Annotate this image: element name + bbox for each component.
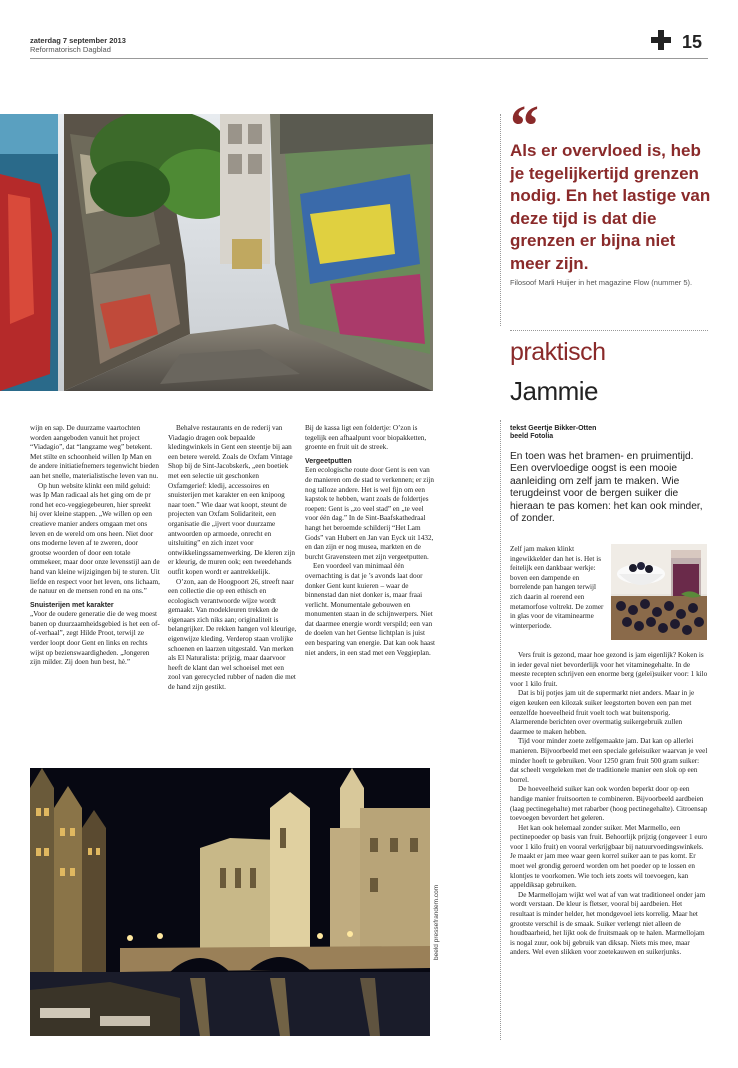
newspaper-name: Reformatorisch Dagblad [30, 45, 111, 54]
paragraph: Behalve restaurants en de rederij van Viadagio dragen ook bepaalde kledingwinkels in Gent een steentje bij aan een betere wereld. Zoals de Oxfam Vintage Shop bij de Sint-Jacobskerk, „een boetiek met een selectie uit geschonken Oxfamgerief: kledij, accessoires en snuisterijen met karakter en een knipoog naar toen.” Wie daar wat koopt, steunt de projecten van Oxfam Solidariteit, een organisatie die „ijvert voor duurzame antwoorden op armoede, onrecht en uitsluiting” en zich inzet voor ontwikkelingssamenwerking. De kleren zijn er kleurig, de muren ook; een tweedehands outfit kopen wordt er aantrekkelijk. [168, 424, 295, 576]
article-headline: Jammie [510, 376, 599, 406]
paragraph: De Marmellojam wijkt wel wat af van wat traditioneel onder jam wordt verstaan. De kleur is fletser, vooral bij aardbeien. Het resultaat is minder helder, het mondgevoel iets korrelig. Maar het grootste verschil is de smaak. Suiker verlengt niet alleen de houdbaarheid, het lijkt ook de fruitsmaak op te halen. Marmellojam is nogal zuur, ook bij gebruik van diksap. Niets mis mee, maar anders. Wel even slikken voor zoetekauwen en suikerjunks. [510, 890, 706, 957]
subheading: Snuisterijen met karakter [30, 601, 114, 609]
paragraph: Dat is bij potjes jam uit de supermarkt niet anders. Maar in je eigen keuken een kilozak suiker leegstorten boven een pan met eenzelfde hoeveelheid fruit voelt toch wat buitensporig. Alarmerende berichten over overmatig suikergebruik zullen daarmee te maken hebben. [510, 689, 695, 736]
subheading: Vergeetputten [305, 457, 352, 465]
paragraph: Bij de kassa ligt een foldertje: O’zon is tegelijk een afhaalpunt voor biopakketten, groente en fruit uit de streek. [305, 424, 427, 452]
article-column-4-intro [510, 545, 606, 650]
paragraph: Zelf jam maken klinkt ingewikkelder dan het is. Het is feitelijk een dankbaar werkje: boven een dampende en borrelende pan hangen terwijl zich daarin al roerend een metamorfose voltrekt. De zomer in glas voor de vitaminearme winterperiode. [510, 545, 604, 630]
photo-credit: beeld pressefrandem.com [433, 884, 440, 960]
article-column-4 [510, 651, 708, 1043]
paragraph: O’zon, aan de Hoogpoort 26, streeft naar een collectie die op een ethisch en ecologisch verantwoorde wijze wordt gemaakt. Van modekleuren trekken de eigenaars zich niks aan; originaliteit is belangrijker. De rekken hangen vol kleurige, eigenwijze kleding. Verderop staan vrolijke schoenen en laarzen uitgestald. Van merken als El Naturalista: prijzig, maar daarvoor heeft de klant dan wel schoeisel met een zool van gerecycled rubber of naden die met de hand zijn gestikt. [168, 577, 297, 692]
byline-photo: beeld Fotolia [510, 433, 554, 440]
paragraph: „Voor de oudere generatie die de weg moest banen op duurzaamheidsgebied is het een of-of-verhaal”, zegt Hilde Proot, terwijl ze verder loopt door Gent en links en rechts wijst op bezienswaardigheden. „Jongeren zijn milder. Zij doen hun best, hè.” [30, 610, 160, 667]
quote-source: Filosoof Marli Huijer in het magazine Flow (nummer 5). [510, 278, 693, 287]
section-kicker: praktisch [510, 338, 606, 366]
paragraph: Op hun website klinkt een mild geluid: was Ip Man radicaal als het ging om de pr rond het eco-veggiegebeuren, hier spreekt hij over kleine stappen. „We willen op een creatieve manier anders omgaan met ons leven en de wereld om ons heen. Niet door ons moderne leven af te zweren, door grootse woorden of door een totale ommekeer, maar door onze levensstijl aan de hand van kleine wijzigingen bij te sturen. Uit liefde en respect voor het leven, ons lichaam, de natuur en de mensen rond en na ons.” [30, 481, 160, 596]
paragraph: Het kan ook helemaal zonder suiker. Met Marmello, een pectinepoeder op basis van fruit. Behoorlijk prijzig (ongeveer 1 euro voor 1 kilo fruit) en vooral verkrijgbaar bij natuurvoedingswinkels. Je maakt er jam mee waar geen korrel suiker aan te pas komt. Er moet wel grondig geroerd worden om het poeder op te lossen en klontjes te voorkomen. Wie toch iets zoets wil toevoegen, kan appeldiksap gebruiken. [510, 823, 708, 890]
paragraph: Een ecologische route door Gent is een van de manieren om de stad te verkennen; er zijn nog talloze andere. Het is wel fijn om een kapstok te hebben, want zoals de foldertjes roepen: Gent is „zo veel stad” en „te veel voor één dag.” In de Sint-Baafskathedraal hangt het beroemde schilderij “Het Lam Gods” van Hubert en Jan van Eyck uit 1432, en dan zijn er nog musea, markten en de burcht Gravensteen met zijn vergeetputten. [305, 466, 434, 561]
quote-mark-icon: “ [510, 93, 539, 158]
ghent-night-photo [30, 768, 430, 1036]
issue-date: zaterdag 7 september 2013 [30, 36, 126, 45]
paragraph: wijn en sap. De duurzame vaartochten worden aangeboden vanuit het project “Viadagio”, dat “langzame weg” betekent. Met stilte en schoonheid willen Ip Man en de andere initiatiefnemers tegenwicht bieden aan het snelle, materialistische leven van nu. [30, 424, 159, 480]
paragraph: Tijd voor minder zoete zelfgemaakte jam. Dat kan op allerlei manieren. Bijvoorbeeld met een speciale geleisuiker waarvan je veel minder hoeft te gebruiken. Voor 1250 gram fruit 500 gram suiker: dat scheelt vergeleken met de traditionele manier een slok op een borrel. [510, 737, 708, 784]
graffiti-alley-photo [0, 114, 433, 391]
article-intro: En toen was het bramen- en pruimentijd. Een overvloedige oogst is een mooie aanleiding om zelf jam te maken. Wie terugdeinst voor de bergen suiker die hieraan te pas komen: het kan ook minder, of zonder. [510, 451, 703, 525]
byline-text: tekst Geertje Bikker-Otten [510, 425, 597, 432]
paragraph: Vers fruit is gezond, maar hoe gezond is jam eigenlijk? Koken is in ieder geval niet bevorderlijk voor het vitaminegehalte. In de meeste recepten schrijven een enorme berg (gelei)suiker voor: 1 kilo voor 1 kilo fruit. [510, 651, 708, 688]
article-column-2 [168, 424, 298, 764]
paragraph: De hoeveelheid suiker kan ook worden beperkt door op een handige manier fruitsoorten te combineren. Bijvoorbeeld aardbeien (laag pectinegehalte) met rabarber (hoog pectinegehalte). Citroensap toevoegen bevordert het geleren. [510, 785, 708, 823]
section-divider [510, 330, 708, 331]
blackberries-photo [611, 544, 707, 640]
plus-icon [651, 30, 671, 50]
article-column-3 [305, 424, 435, 764]
pull-quote: Als er overvloed is, heb je tegelijkertijd grenzen nodig. En het lastige van deze tijd is dat die grenzen er bijna niet meer zijn. [510, 141, 711, 273]
page-number: 15 [682, 32, 703, 52]
header-rule [30, 58, 708, 59]
column-divider [500, 114, 501, 326]
column-divider [500, 420, 501, 1040]
article-column-1 [30, 424, 160, 764]
paragraph: Een voordeel van minimaal één overnachting is dat je ’s avonds laat door donker Gent kunt kuieren – waar de binnenstad dan niet donker is, maar fraai verlicht. Monumentale gebouwen en monumenten staan in de schijnwerpers. Niet dat daarmee energie wordt verspild; een van de doelen van het Gentse lichtplan is juist een besparing van energie. Dat kan ook haast niet anders, in een stad met een Veggieplan. [305, 562, 435, 657]
